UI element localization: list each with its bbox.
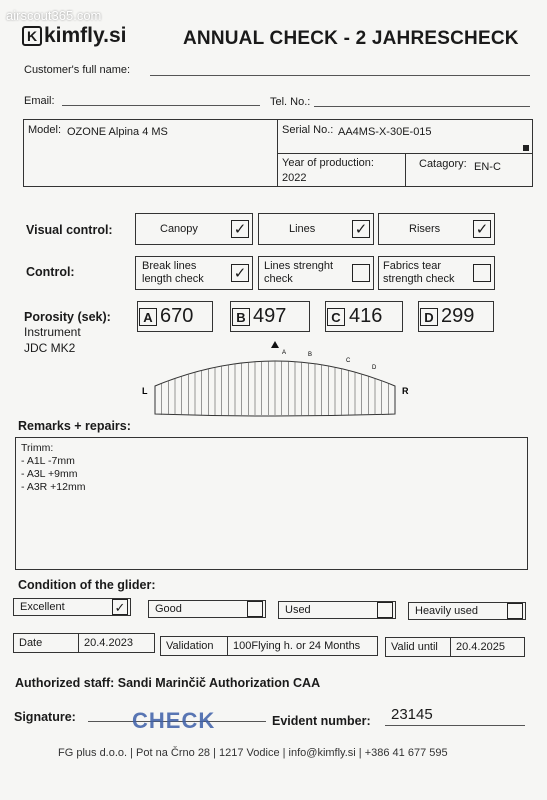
canopy-check[interactable]: [135, 213, 253, 245]
porosity-d-value: 299: [441, 305, 475, 327]
corner-mark-icon: [523, 145, 529, 151]
porosity-a-value: 670: [160, 305, 194, 327]
porosity-c-value: 416: [349, 305, 383, 327]
check-stamp: CHECK: [132, 708, 216, 733]
diagram-left-label: L: [142, 386, 148, 396]
kimfly-logo: [22, 24, 126, 48]
kimfly-logo-icon: K: [22, 26, 42, 46]
tel-label: Tel. No.:: [270, 96, 311, 108]
wing-diagram: [140, 338, 415, 423]
remarks-line: - A1L -7mm: [21, 455, 75, 467]
center-marker-icon: [271, 341, 279, 348]
used-label: Used: [285, 604, 311, 616]
fabrics-tear-checkbox[interactable]: [473, 264, 491, 282]
model-value: OZONE Alpina 4 MS: [67, 126, 168, 138]
remarks-line: - A3L +9mm: [21, 468, 78, 480]
evident-number-value: 23145: [391, 706, 433, 723]
email-line[interactable]: [62, 105, 260, 106]
serial-value: AA4MS-X-30E-015: [338, 126, 432, 138]
diagram-point-c: C: [346, 358, 351, 364]
fabrics-tear-label: Fabrics tear strength check: [383, 260, 455, 285]
lines-label: Lines: [289, 223, 316, 235]
evident-number-label: Evident number:: [272, 714, 371, 728]
break-lines-checkbox[interactable]: ✓: [231, 264, 249, 282]
serial-label: Serial No.:: [282, 124, 334, 136]
canopy-label: Canopy: [160, 223, 198, 235]
page-title: ANNUAL CHECK - 2 JAHRESCHECK: [183, 28, 519, 49]
lines-checkbox[interactable]: ✓: [352, 220, 370, 238]
diagram-right-label: R: [402, 386, 409, 396]
category-label: Catagory:: [419, 158, 467, 170]
model-label: Model:: [28, 124, 62, 136]
break-lines-check[interactable]: [135, 256, 253, 290]
date-label: Date: [13, 633, 79, 653]
condition-excellent[interactable]: [13, 598, 131, 616]
lines-check[interactable]: [258, 213, 374, 245]
control-label: Control:: [26, 265, 75, 279]
porosity-label: Porosity (sek):: [24, 310, 111, 324]
instrument-label: Instrument: [24, 325, 81, 339]
category-value: EN-C: [474, 161, 501, 173]
lines-strength-check[interactable]: [258, 256, 374, 290]
porosity-c-letter: C: [327, 308, 345, 326]
validation-value[interactable]: 100Flying h. or 24 Months: [228, 636, 378, 656]
watermark: airscout365.com: [6, 8, 102, 23]
diagram-point-b: B: [308, 352, 313, 358]
heavily-used-checkbox[interactable]: [507, 603, 523, 619]
remarks-line: Trimm:: [21, 442, 54, 454]
excellent-checkbox[interactable]: ✓: [112, 599, 128, 615]
diagram-point-d: D: [372, 365, 377, 371]
risers-label: Risers: [409, 223, 441, 235]
tel-line[interactable]: [314, 106, 530, 107]
email-label: Email:: [24, 95, 55, 107]
condition-used[interactable]: [278, 601, 396, 619]
porosity-b-value: 497: [253, 305, 287, 327]
diagram-point-a: A: [282, 350, 287, 356]
risers-check[interactable]: [378, 213, 495, 245]
fabrics-tear-check[interactable]: [378, 256, 495, 290]
condition-label: Condition of the glider:: [18, 578, 156, 592]
remarks-box[interactable]: [15, 437, 528, 570]
porosity-b-letter: B: [232, 308, 250, 326]
good-checkbox[interactable]: [247, 601, 263, 617]
logo-text: kimfly.si: [44, 24, 127, 47]
evident-number-line: [385, 725, 525, 726]
glider-divider-2: [405, 153, 406, 187]
canopy-checkbox[interactable]: ✓: [231, 220, 249, 238]
good-label: Good: [155, 603, 182, 615]
remarks-line: - A3R +12mm: [21, 481, 86, 493]
heavily-used-label: Heavily used: [415, 605, 478, 617]
signature-label: Signature:: [14, 710, 76, 724]
condition-heavily-used[interactable]: [408, 602, 526, 620]
instrument-value: JDC MK2: [24, 341, 76, 355]
porosity-d-letter: D: [420, 308, 438, 326]
year-label: Year of production:: [282, 157, 374, 169]
lines-strength-label: Lines strenght check: [264, 260, 334, 285]
authorized-staff: Authorized staff: Sandi Marinčič Authorization CAA: [15, 676, 321, 690]
validation-label: Validation: [160, 636, 228, 656]
year-value: 2022: [282, 172, 307, 184]
porosity-a-letter: A: [139, 308, 157, 326]
lines-strength-checkbox[interactable]: [352, 264, 370, 282]
valid-until-value[interactable]: 20.4.2025: [451, 637, 525, 657]
customer-name-line[interactable]: [150, 75, 530, 76]
valid-until-label: Valid until: [385, 637, 451, 657]
risers-checkbox[interactable]: ✓: [473, 220, 491, 238]
used-checkbox[interactable]: [377, 602, 393, 618]
excellent-label: Excellent: [20, 601, 65, 613]
remarks-label: Remarks + repairs:: [18, 419, 131, 433]
visual-control-label: Visual control:: [26, 223, 113, 237]
condition-good[interactable]: [148, 600, 266, 618]
break-lines-label: Break lines length check: [142, 260, 204, 285]
footer-contact: FG plus d.o.o. | Pot na Črno 28 | 1217 Vodice | info@kimfly.si | +386 41 677 595: [58, 747, 448, 759]
date-value[interactable]: 20.4.2023: [79, 633, 155, 653]
customer-name-label: Customer's full name:: [24, 64, 131, 76]
